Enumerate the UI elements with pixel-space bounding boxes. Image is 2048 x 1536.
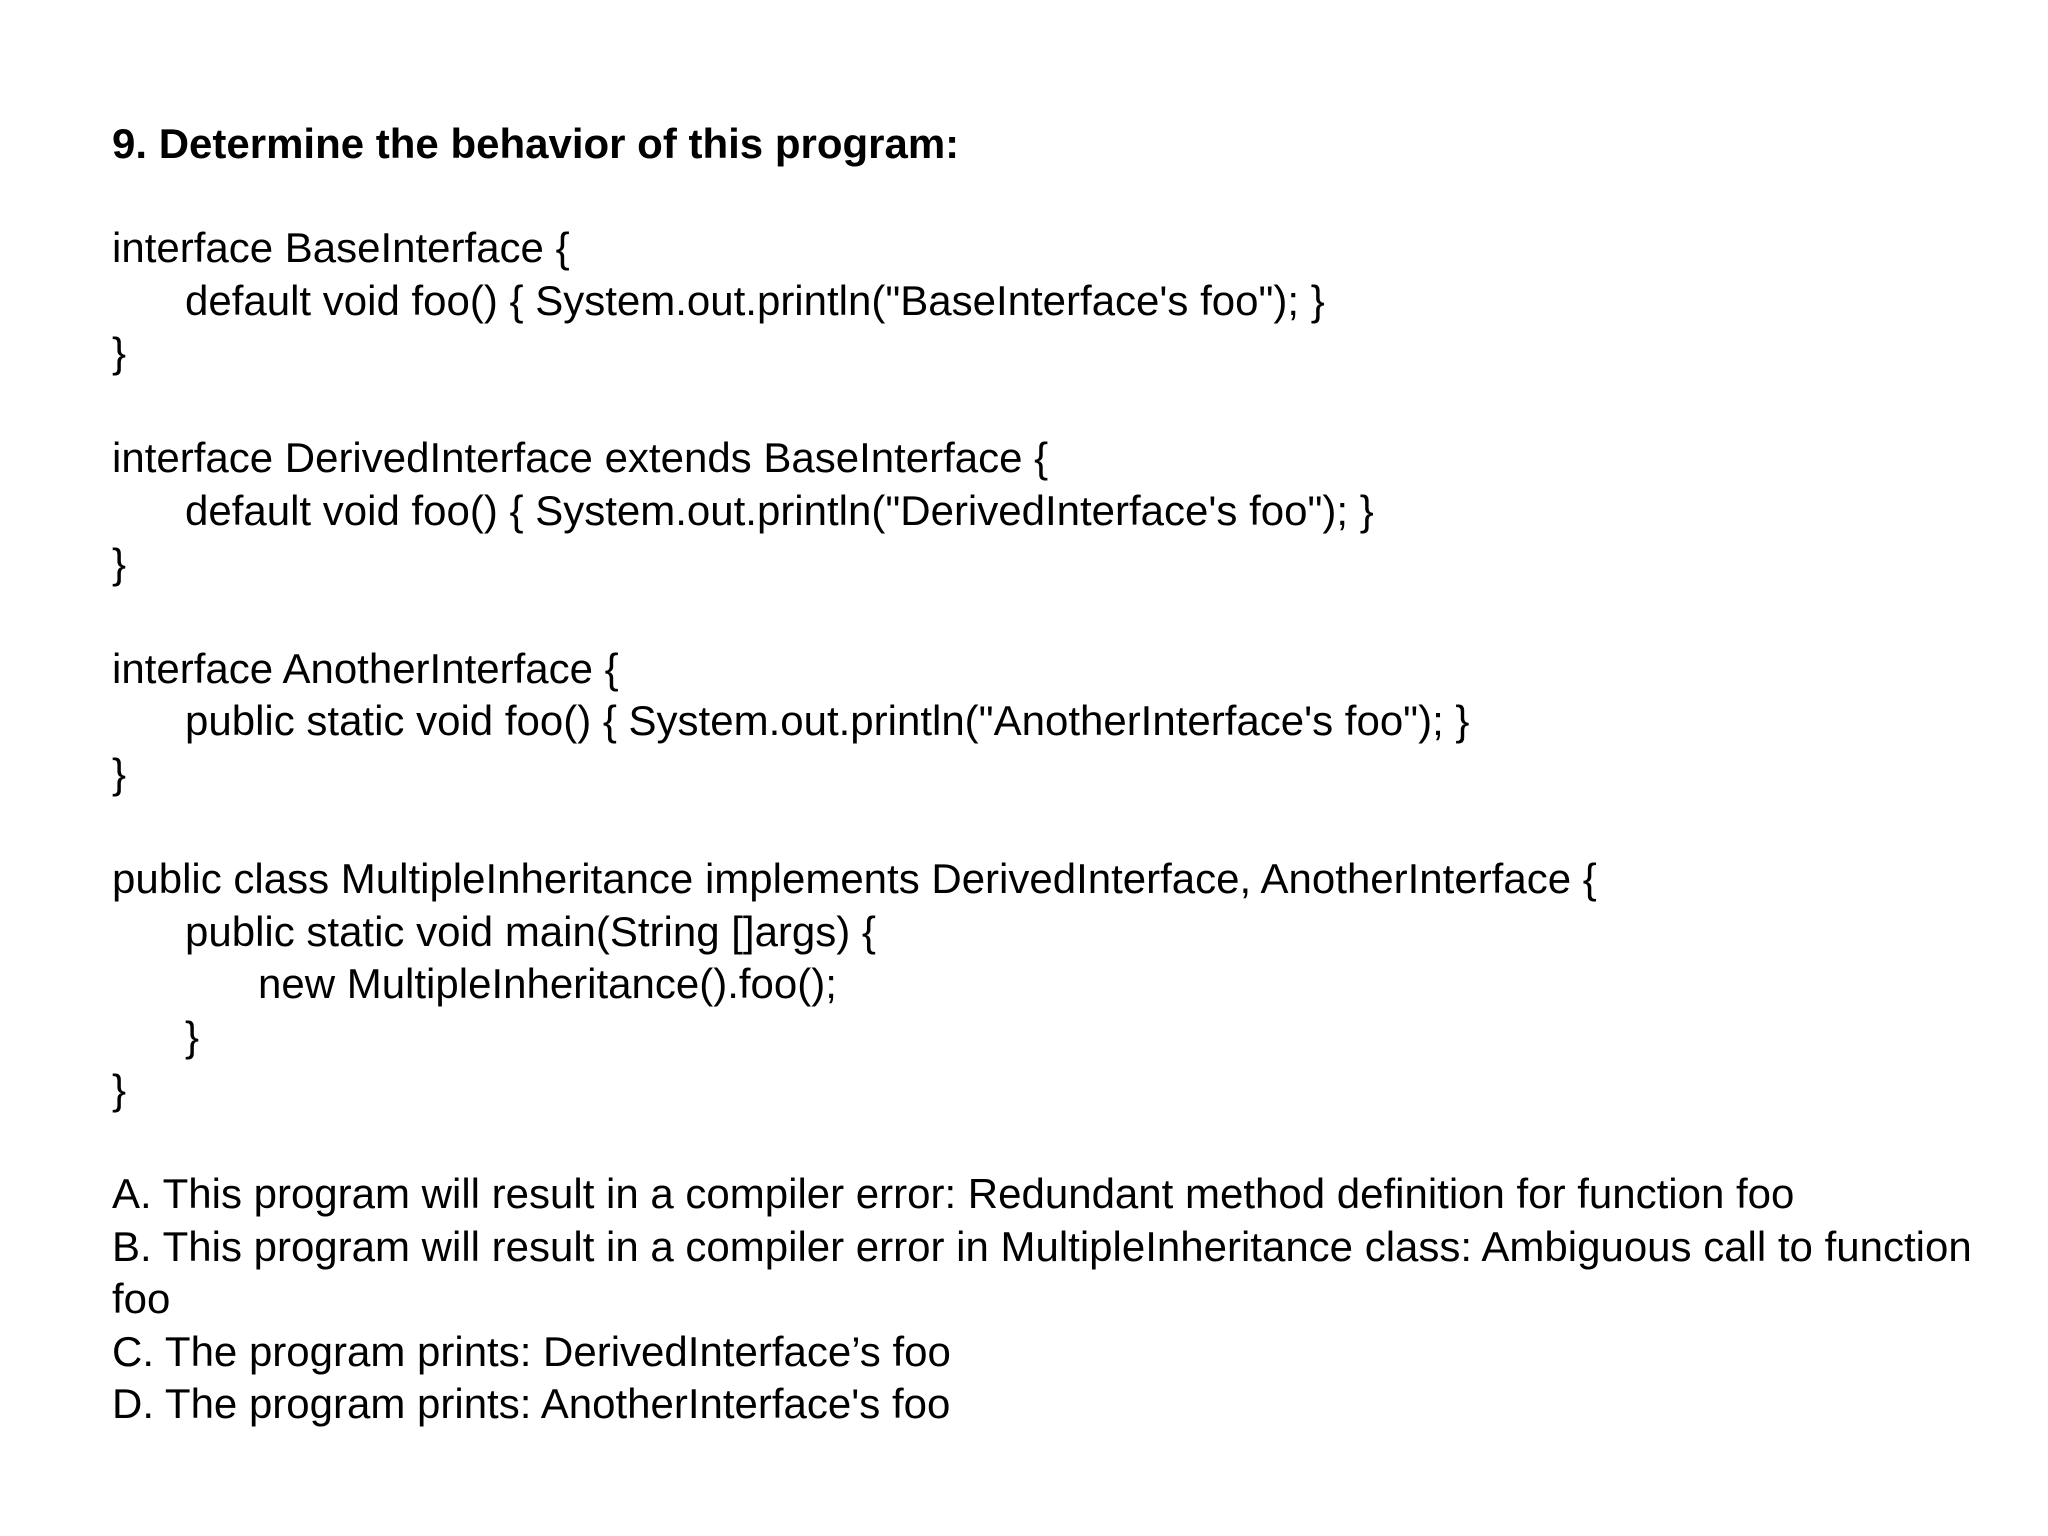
option-b: B. This program will result in a compiler error in MultipleInheritance class: Ambiguous call to function foo (112, 1222, 1972, 1323)
code-line: default void foo() { System.out.println("BaseInterface's foo"); } (185, 276, 1325, 324)
code-line: new MultipleInheritance().foo(); (258, 960, 837, 1008)
code-line: interface AnotherInterface { (112, 644, 619, 692)
code-blank-line (112, 380, 1992, 433)
question-document (112, 118, 1992, 1431)
code-blank-line (112, 801, 1992, 854)
code-line: } (112, 329, 127, 377)
option-c: C. The program prints: DerivedInterface’s foo (112, 1327, 951, 1375)
code-line: public static void foo() { System.out.println("AnotherInterface's foo"); } (185, 697, 1470, 745)
code-block (112, 222, 1992, 1116)
code-line: } (185, 1012, 200, 1060)
code-line: } (112, 1065, 127, 1113)
code-line: } (112, 749, 127, 797)
question-title: 9. Determine the behavior of this program: (112, 120, 960, 167)
option-a: A. This program will result in a compiler error: Redundant method definition for function foo (112, 1170, 1795, 1218)
code-line: interface DerivedInterface extends BaseInterface { (112, 434, 1049, 482)
code-line: interface BaseInterface { (112, 224, 570, 271)
option-d: D. The program prints: AnotherInterface's foo (112, 1380, 951, 1428)
code-line: public static void main(String []args) { (185, 907, 876, 955)
code-line: default void foo() { System.out.println("DerivedInterface's foo"); } (185, 486, 1374, 534)
code-blank-line (112, 590, 1992, 643)
code-line: public class MultipleInheritance implements DerivedInterface, AnotherInterface { (112, 855, 1597, 903)
answer-options (112, 1168, 1992, 1431)
code-line: } (112, 539, 127, 587)
